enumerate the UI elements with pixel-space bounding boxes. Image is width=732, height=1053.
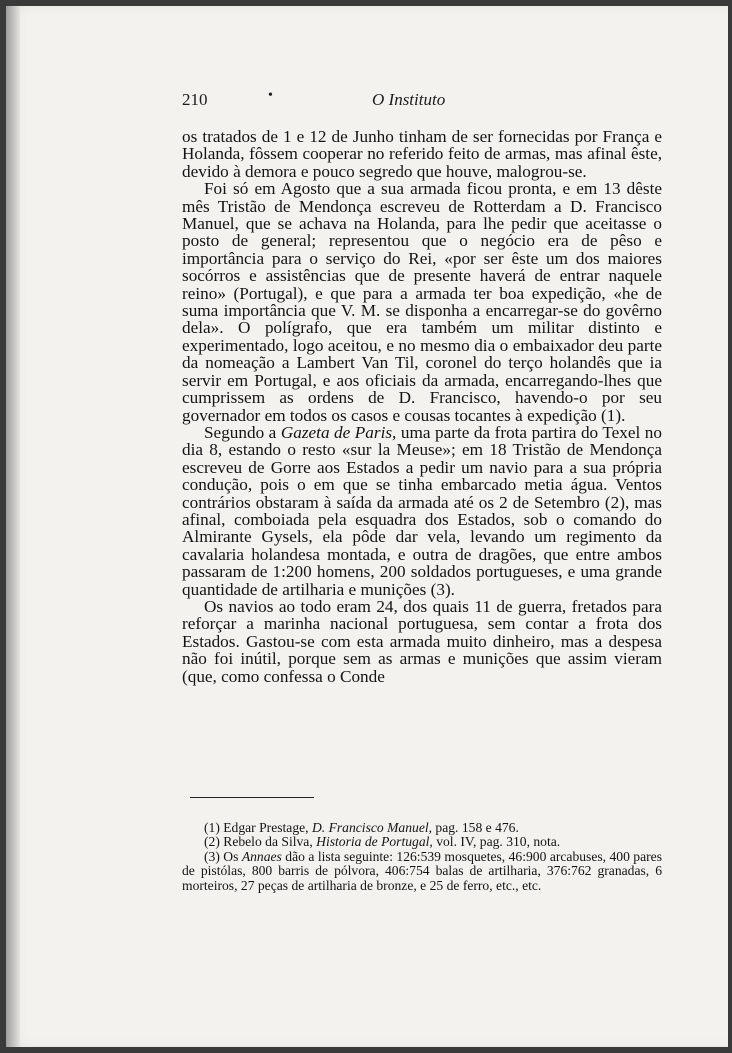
footnote-1-rest: pag. 158 e 476. bbox=[432, 820, 519, 835]
page-number: 210 bbox=[182, 90, 208, 109]
paragraph-4: Os navios ao todo eram 24, dos quais 11 de guerra, fretados para reforçar a marinha nacional portuguesa, sem contar a frota dos Estados. Gastou-se com esta armada muito dinheiro, mas a despesa não foi inútil, porque sem as armas e munições que assim vieram (que, como confessa o Conde bbox=[182, 596, 662, 686]
footnote-1-title: D. Francisco Manuel, bbox=[311, 820, 433, 835]
header-ornament: • bbox=[268, 88, 273, 103]
footnote-separator bbox=[190, 797, 314, 798]
footnotes bbox=[182, 821, 662, 893]
footnote-3 bbox=[182, 850, 662, 893]
gazette-title: Gazeta de Paris, bbox=[280, 422, 397, 442]
footnote-3-start: (3) Os bbox=[204, 848, 242, 864]
paragraph-2: Foi só em Agosto que a sua armada ficou pronta, e em 13 dêste mês Tristão de Mendonça escreveu de Rotterdam a D. Francisco Manuel, que se achava na Holanda, para lhe pedir que aceitasse o posto de general; representou que o negócio era de pêso e importância para o serviço do Rei, «por ser êste um dos maiores socórros e assistências que de presente haverá de entrar naquele reino» (Portugal), e que para a armada ter boa expedição, «he de suma importância que V. M. se disponha a encarregar-se do govêrno dela». O polígrafo, que era também um militar distinto e experimentado, logo aceitou, e no mesmo dia o embaixador deu parte da nomeação a Lambert Van Til, coronel do terço holandês que ia servir em Portugal, e aos oficiais da armada, encarregando-lhes que cumprissem as ordens de D. Francisco, havendo-o por seu governador em todos os casos e cousas tocantes à expedição (1). bbox=[182, 179, 662, 425]
main-text bbox=[182, 128, 662, 685]
footnote-3-title: Annaes bbox=[241, 848, 282, 864]
paragraph-1: os tratados de 1 e 12 de Junho tinham de ser fornecidas por França e Holanda, fôssem cooperar no referido feito de armas, mas afinal êste, devido à demora e pouco segredo que houve, malogrou-se. bbox=[182, 127, 662, 181]
paragraph-3-rest: uma parte da frota partira do Texel no dia 8, estando o resto «sur la Meuse»; em 18 Tristão de Mendonça escreveu de Gorre aos Estados a pedir um navio para a sua própria condução, pois o em que se tinha embarcado metia água. Ventos contrários obstaram à saída da armada até os 2 de Setembro (2), mas afinal, comboiada pela esquadra dos Estados, sob o comando do Almirante Gysels, ela pôde dar vela, levando um regimento da cavalaria holandesa montada, e outra de dragões, que entre ambos passaram de 1:200 homens, 200 soldados portugueses, e uma grande quantidade de artilharia e munições (3). bbox=[182, 422, 662, 599]
footnote-1-start: (1) Edgar Prestage, bbox=[204, 820, 312, 835]
footnote-1 bbox=[182, 821, 662, 835]
footnote-2-start: (2) Rebelo da Silva, bbox=[204, 834, 317, 850]
page-header bbox=[182, 90, 662, 114]
footnote-2 bbox=[182, 835, 662, 849]
paragraph-3 bbox=[182, 424, 662, 598]
footnote-2-rest: vol. IV, pag. 310, nota. bbox=[432, 834, 561, 850]
footnote-2-title: Historia de Portugal, bbox=[316, 834, 433, 850]
footnote-3-rest: dão a lista seguinte: 126:539 mosquetes, 46:900 arcabuses, 400 pares de pistólas, 800 barris de pólvora, 406:754 balas de artilharia, 376:762 granadas, 6 morteiros, 27 peças de artilharia de bronze, e 25 de ferro, etc., etc. bbox=[182, 848, 662, 893]
paragraph-3-start: Segundo a bbox=[204, 422, 281, 442]
running-title: O Instituto bbox=[372, 90, 446, 109]
book-page bbox=[6, 6, 728, 1047]
